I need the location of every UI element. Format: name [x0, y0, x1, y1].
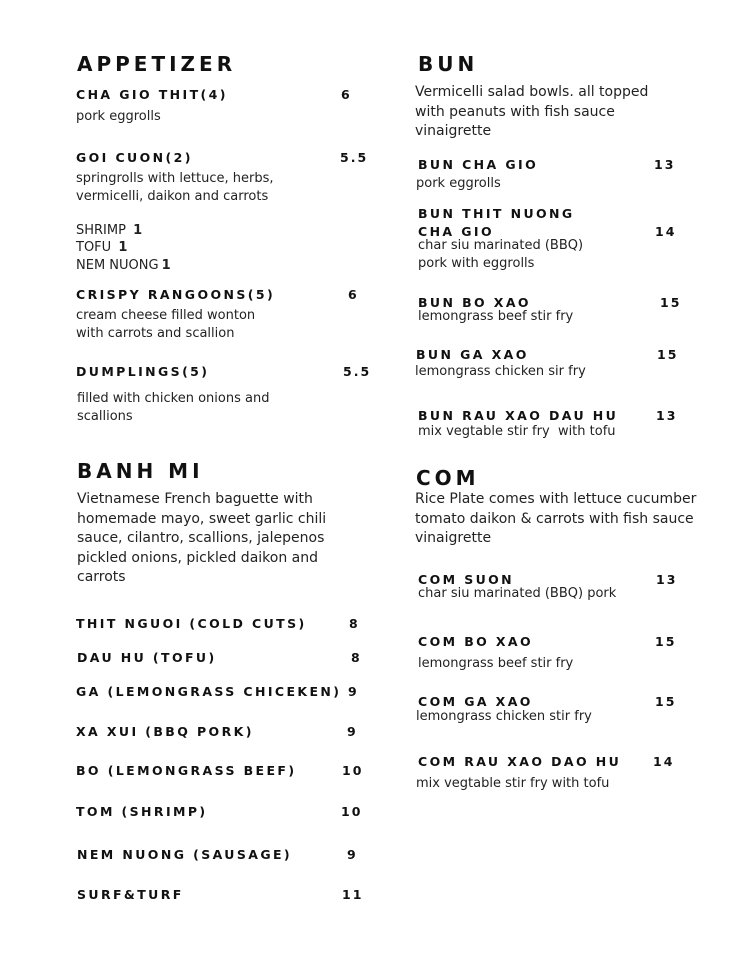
- com-bo-xao-name: COM BO XAO: [418, 634, 534, 649]
- bun-ga-xao-desc: lemongrass chicken sir fry: [415, 364, 586, 379]
- banh-mi-item-price: 8: [351, 650, 362, 665]
- com-bo-xao-desc: lemongrass beef stir fry: [418, 656, 574, 671]
- banh-mi-intro: Vietnamese French baguette with homemade mayo, sweet garlic chili sauce, cilantro, scallions, jalepenos pickled onions, pickled daikon and carrots: [77, 491, 327, 585]
- bun-ga-xao-name: BUN GA XAO: [416, 347, 529, 362]
- com-rau-xao-name: COM RAU XAO DAO HU: [418, 754, 622, 769]
- option-label: TOFU: [76, 240, 112, 255]
- option-price: 1: [118, 240, 128, 255]
- banh-mi-item-price: 10: [341, 804, 363, 819]
- appetizer-heading: APPETIZER: [77, 52, 237, 76]
- banh-mi-item-name: DAU HU (TOFU): [77, 650, 217, 665]
- cha-gio-thit-desc: pork eggrolls: [76, 109, 161, 124]
- goi-cuon-desc: springrolls with lettuce, herbs, vermicelli, daikon and carrots: [76, 171, 274, 204]
- com-heading: COM: [416, 466, 480, 490]
- bun-thit-nuong-desc-line2: pork with eggrolls: [418, 256, 535, 271]
- goi-cuon-name: GOI CUON(2): [76, 150, 193, 165]
- com-rau-xao-price: 14: [653, 754, 675, 769]
- bun-rau-xao-price: 13: [656, 408, 678, 423]
- com-bo-xao-price: 15: [655, 634, 677, 649]
- goi-cuon-option-nem-nuong: [76, 258, 171, 273]
- bun-cha-gio-name: BUN CHA GIO: [418, 157, 539, 172]
- banh-mi-item-name: XA XUI (BBQ PORK): [76, 724, 254, 739]
- banh-mi-item-name: TOM (SHRIMP): [76, 804, 208, 819]
- bun-thit-nuong-desc-line1: char siu marinated (BBQ): [418, 238, 584, 253]
- bun-bo-xao-desc: lemongrass beef stir fry: [418, 309, 574, 324]
- bun-intro: Vermicelli salad bowls. all topped with peanuts with fish sauce vinaigrette: [415, 84, 649, 139]
- bun-cha-gio-desc: pork eggrolls: [416, 176, 501, 191]
- banh-mi-item-price: 9: [347, 724, 358, 739]
- banh-mi-item-name: BO (LEMONGRASS BEEF): [76, 763, 297, 778]
- goi-cuon-option-tofu: [76, 240, 127, 255]
- dumplings-price: 5.5: [343, 364, 372, 379]
- crispy-rangoons-price: 6: [348, 287, 359, 302]
- banh-mi-item-price: 9: [347, 847, 358, 862]
- bun-cha-gio-price: 13: [654, 157, 676, 172]
- com-suon-name: COM SUON: [418, 572, 515, 587]
- dumplings-name: DUMPLINGS(5): [76, 364, 210, 379]
- com-rau-xao-desc: mix vegtable stir fry with tofu: [416, 776, 610, 791]
- bun-heading: BUN: [418, 52, 479, 76]
- option-price: 1: [161, 258, 171, 273]
- banh-mi-heading: BANH MI: [77, 459, 204, 483]
- crispy-rangoons-desc: cream cheese filled wonton with carrots and scallion: [76, 308, 256, 341]
- bun-ga-xao-price: 15: [657, 347, 679, 362]
- banh-mi-item-name: SURF&TURF: [77, 887, 184, 902]
- bun-bo-xao-name: BUN BO XAO: [418, 295, 531, 310]
- cha-gio-thit-name: CHA GIO THIT(4): [76, 87, 228, 102]
- goi-cuon-price: 5.5: [340, 150, 369, 165]
- bun-rau-xao-desc: mix vegtable stir fry with tofu: [418, 424, 616, 439]
- com-suon-desc: char siu marinated (BBQ) pork: [418, 586, 617, 601]
- banh-mi-item-price: 10: [342, 763, 364, 778]
- com-ga-xao-price: 15: [655, 694, 677, 709]
- option-price: 1: [133, 223, 143, 238]
- bun-rau-xao-name: BUN RAU XAO DAU HU: [418, 408, 619, 423]
- crispy-rangoons-name: CRISPY RANGOONS(5): [76, 287, 276, 302]
- com-suon-price: 13: [656, 572, 678, 587]
- banh-mi-item-name: THIT NGUOI (COLD CUTS): [76, 616, 307, 631]
- banh-mi-item-name: NEM NUONG (SAUSAGE): [77, 847, 293, 862]
- dumplings-desc: filled with chicken onions and scallions: [77, 391, 270, 424]
- banh-mi-item-price: 8: [349, 616, 360, 631]
- bun-bo-xao-price: 15: [660, 295, 682, 310]
- option-label: SHRIMP: [76, 223, 126, 238]
- bun-thit-nuong-name-line2: CHA GIO: [418, 224, 494, 239]
- com-intro: Rice Plate comes with lettuce cucumber tomato daikon & carrots with fish sauce vinaigrette: [415, 491, 697, 546]
- bun-thit-nuong-name-line1: BUN THIT NUONG: [418, 206, 575, 221]
- banh-mi-item-price: 11: [342, 887, 364, 902]
- com-ga-xao-desc: lemongrass chicken stir fry: [416, 709, 592, 724]
- bun-thit-nuong-price: 14: [655, 224, 677, 239]
- banh-mi-item-name: GA (LEMONGRASS CHICEKEN): [76, 684, 342, 699]
- goi-cuon-option-shrimp: [76, 223, 142, 238]
- banh-mi-item-price: 9: [348, 684, 359, 699]
- com-ga-xao-name: COM GA XAO: [418, 694, 533, 709]
- option-label: NEM NUONG: [76, 258, 159, 273]
- cha-gio-thit-price: 6: [341, 87, 352, 102]
